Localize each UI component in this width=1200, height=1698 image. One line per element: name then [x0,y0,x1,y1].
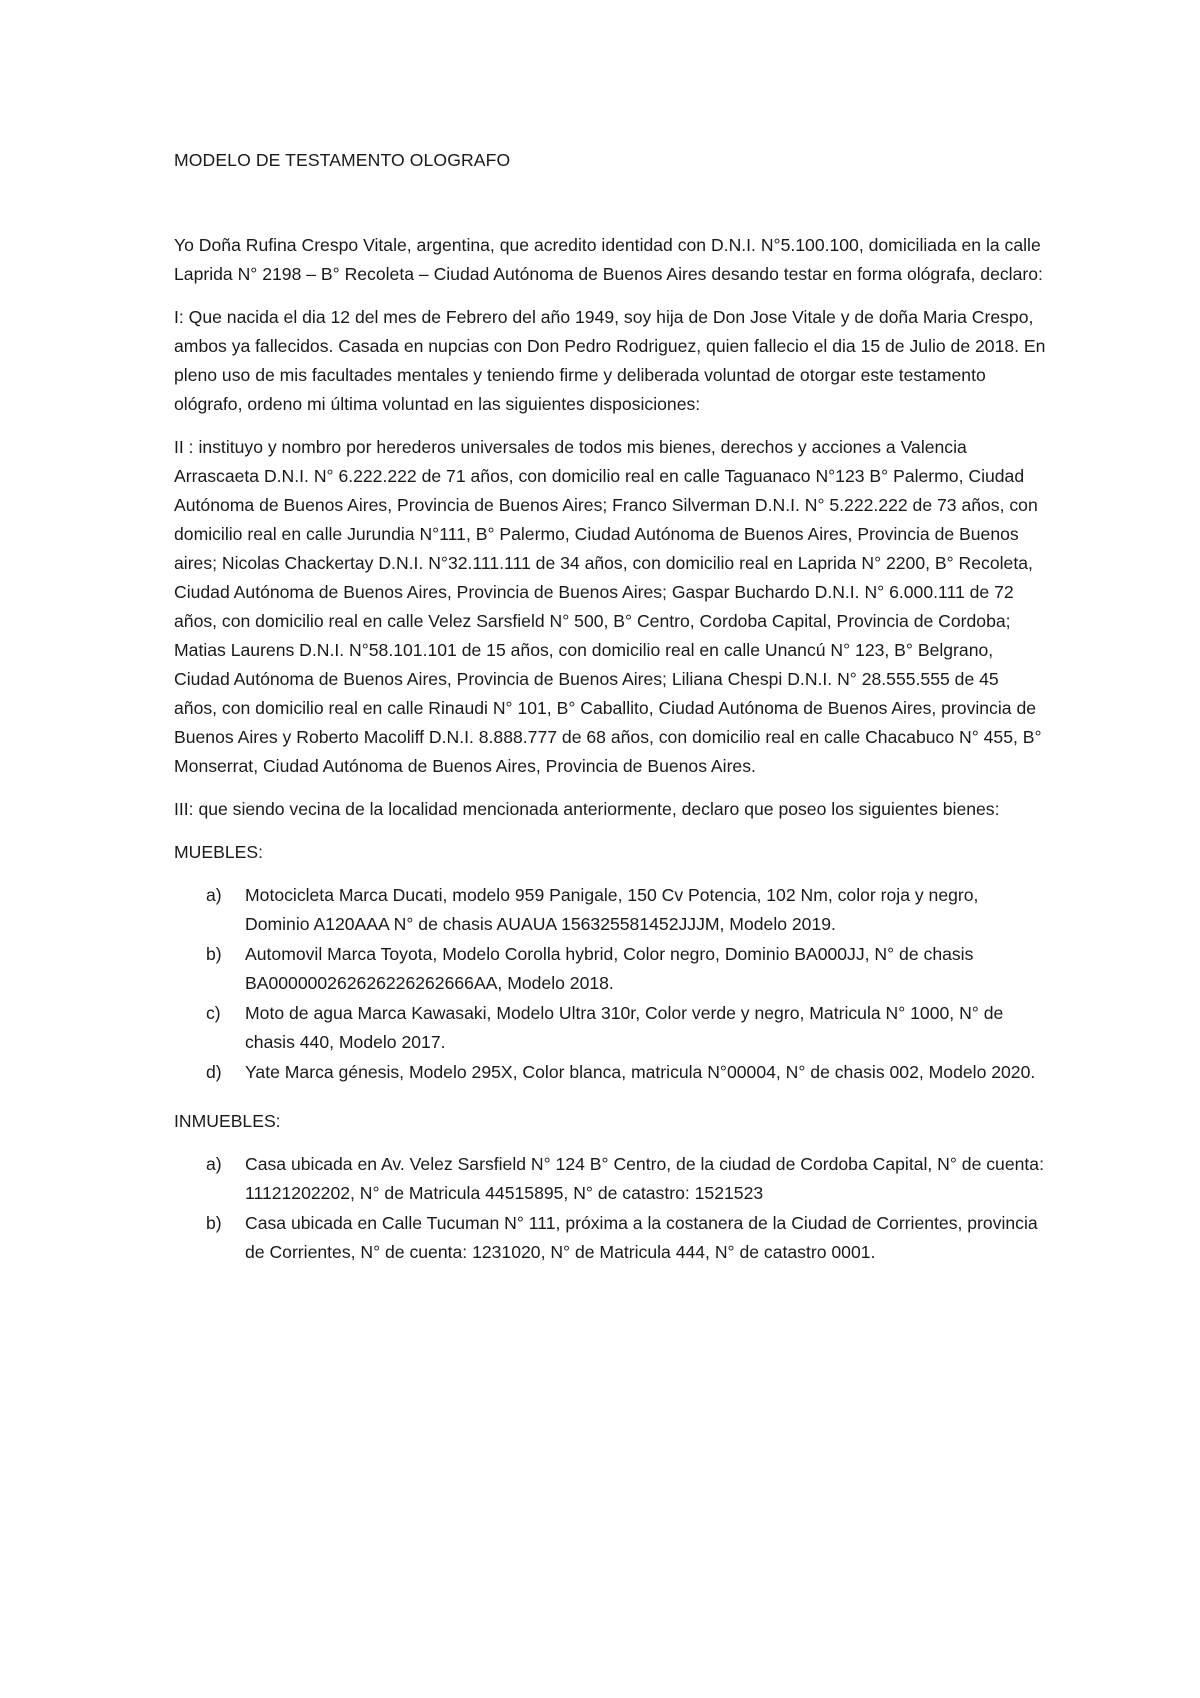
list-item-text: Casa ubicada en Av. Velez Sarsfield N° 124 B° Centro, de la ciudad de Cordoba Capital, N° de cuenta: 11121202202, N° de Matricula 44515895, N° de catastro: 1521523 [245,1154,1044,1203]
list-marker: a) [206,1154,222,1174]
section-label-inmuebles: INMUEBLES: [174,1111,281,1131]
paragraph-intro: Yo Doña Rufina Crespo Vitale, argentina, que acredito identidad con D.N.I. N°5.100.100, domiciliada en la calle Laprida N° 2198 – B° Recoleta – Ciudad Autónoma de Buenos Aires desando testar en forma ológrafa, declaro: [174,235,1043,284]
paragraph-clause-ii: II : instituyo y nombro por herederos universales de todos mis bienes, derechos y acciones a Valencia Arrascaeta D.N.I. N° 6.222.222 de 71 años, con domicilio real en calle Taguanaco N°123 B° Palermo, Ciudad Autónoma de Buenos Aires, Provincia de Buenos Aires; Franco Silverman D.N.I. N° 5.222.222 de 73 años, con domicilio real en calle Jurundia N°111, B° Palermo, Ciudad Autónoma de Buenos Aires, Provincia de Buenos aires; Nicolas Chackertay D.N.I. N°32.111.111 de 34 años, con domicilio real en Laprida N° 2200, B° Recoleta, Ciudad Autónoma de Buenos Aires, Provincia de Buenos Aires; Gaspar Buchardo D.N.I. N° 6.000.111 de 72 años, con domicilio real en calle Velez Sarsfield N° 500, B° Centro, Cordoba Capital, Provincia de Cordoba; Matias Laurens D.N.I. N°58.101.101 de 15 años, con domicilio real en calle Unancú N° 123, B° Belgrano, Ciudad Autónoma de Buenos Aires, Provincia de Buenos Aires; Liliana Chespi D.N.I. N° 28.555.555 de 45 años, con domicilio real en calle Rinaudi N° 101, B° Caballito, Ciudad Autónoma de Buenos Aires, provincia de Buenos Aires y Roberto Macoliff D.N.I. 8.888.777 de 68 años, con domicilio real en calle Chacabuco N° 455, B° Monserrat, Ciudad Autónoma de Buenos Aires, Provincia de Buenos Aires. [174,437,1042,776]
list-item-mueble-c [174,999,1046,1057]
list-inmuebles [174,1150,1046,1267]
list-marker: c) [206,1003,221,1023]
list-item-text: Motocicleta Marca Ducati, modelo 959 Panigale, 150 Cv Potencia, 102 Nm, color roja y negro, Dominio A120AAA N° de chasis AUAUA 156325581452JJJM, Modelo 2019. [245,885,979,934]
list-marker: b) [206,1213,222,1233]
section-label-muebles: MUEBLES: [174,842,263,862]
list-marker: a) [206,885,222,905]
document-title: MODELO DE TESTAMENTO OLOGRAFO [174,150,511,170]
list-item-inmueble-b [174,1209,1046,1267]
list-item-text: Yate Marca génesis, Modelo 295X, Color blanca, matricula N°00004, N° de chasis 002, Modelo 2020. [245,1062,1036,1082]
list-item-mueble-a [174,881,1046,939]
list-muebles [174,881,1046,1087]
list-item-mueble-b [174,940,1046,998]
paragraph-clause-iii: III: que siendo vecina de la localidad mencionada anteriormente, declaro que poseo los siguientes bienes: [174,799,1000,819]
list-marker: b) [206,944,222,964]
list-item-text: Moto de agua Marca Kawasaki, Modelo Ultra 310r, Color verde y negro, Matricula N° 1000, N° de chasis 440, Modelo 2017. [245,1003,1004,1052]
list-item-text: Automovil Marca Toyota, Modelo Corolla hybrid, Color negro, Dominio BA000JJ, N° de chasis BA000000262626226262666AA, Modelo 2018. [245,944,974,993]
paragraph-clause-i: I: Que nacida el dia 12 del mes de Febrero del año 1949, soy hija de Don Jose Vitale y de doña Maria Crespo, ambos ya fallecidos. Casada en nupcias con Don Pedro Rodriguez, quien fallecio el dia 15 de Julio de 2018. En pleno uso de mis facultades mentales y teniendo firme y deliberada voluntad de otorgar este testamento ológrafo, ordeno mi última voluntad en las siguientes disposiciones: [174,307,1046,414]
list-item-inmueble-a [174,1150,1046,1208]
list-item-text: Casa ubicada en Calle Tucuman N° 111, próxima a la costanera de la Ciudad de Corrientes, provincia de Corrientes, N° de cuenta: 1231020, N° de Matricula 444, N° de catastro 0001. [245,1213,1038,1262]
list-marker: d) [206,1062,222,1082]
list-item-mueble-d [174,1058,1046,1087]
document-body [174,146,1046,1287]
